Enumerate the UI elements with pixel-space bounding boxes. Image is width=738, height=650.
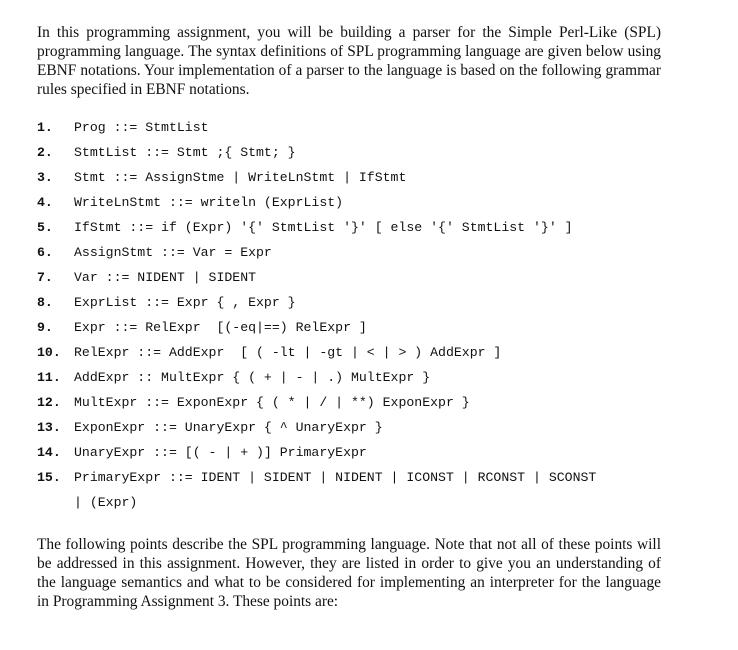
rule-number: 5. <box>37 220 53 235</box>
rule-text: AddExpr :: MultExpr { ( + | - | .) MultExpr } <box>74 370 431 385</box>
intro-paragraph: In this programming assignment, you will be building a parser for the Simple Perl-Like (SPL) programming language. The syntax definitions of SPL programming language are given below using EBNF notations. Your implementation of a parser to the language is based on the following grammar rules specified in EBNF notations. <box>37 24 661 98</box>
grammar-rule <box>37 440 717 465</box>
rule-text: MultExpr ::= ExponExpr { ( * | / | **) ExponExpr } <box>74 395 470 410</box>
grammar-rules-list <box>37 115 717 515</box>
rule-number: 12. <box>37 395 61 410</box>
rule-number: 14. <box>37 445 61 460</box>
rule-text: IfStmt ::= if (Expr) '{' StmtList '}' [ else '{' StmtList '}' ] <box>74 220 573 235</box>
grammar-rule <box>37 465 717 490</box>
rule-text: PrimaryExpr ::= IDENT | SIDENT | NIDENT | ICONST | RCONST | SCONST <box>74 470 597 485</box>
rule-number: 9. <box>37 320 53 335</box>
rule-number: 6. <box>37 245 53 260</box>
rule-number: 11. <box>37 370 61 385</box>
rule-number: 8. <box>37 295 53 310</box>
rule-continuation-text: | (Expr) <box>74 495 138 510</box>
rule-number: 2. <box>37 145 53 160</box>
grammar-rule <box>37 365 717 390</box>
rule-number: 10. <box>37 345 61 360</box>
grammar-rule <box>37 340 717 365</box>
rule-text: WriteLnStmt ::= writeln (ExprList) <box>74 195 344 210</box>
rule-number: 3. <box>37 170 53 185</box>
rule-text: Var ::= NIDENT | SIDENT <box>74 270 257 285</box>
grammar-rule <box>37 215 717 240</box>
grammar-rule <box>37 190 717 215</box>
rule-number: 13. <box>37 420 61 435</box>
closing-paragraph: The following points describe the SPL programming language. Note that not all of these points will be addressed in this assignment. However, they are listed in order to give you an understanding of the language semantics and what to be considered for implementing an interpreter for the language in Programming Assignment 3. These points are: <box>37 536 661 610</box>
grammar-rule <box>37 115 717 140</box>
rule-text: Expr ::= RelExpr [(-eq|==) RelExpr ] <box>74 320 367 335</box>
grammar-rule <box>37 165 717 190</box>
grammar-rule <box>37 240 717 265</box>
rule-number: 15. <box>37 470 61 485</box>
grammar-rule <box>37 315 717 340</box>
rule-text: ExprList ::= Expr { , Expr } <box>74 295 296 310</box>
rule-text: AssignStmt ::= Var = Expr <box>74 245 272 260</box>
grammar-rule-continuation <box>37 490 717 515</box>
grammar-rule <box>37 390 717 415</box>
rule-number: 1. <box>37 120 53 135</box>
rule-text: Stmt ::= AssignStme | WriteLnStmt | IfStmt <box>74 170 407 185</box>
grammar-rule <box>37 290 717 315</box>
grammar-rule <box>37 140 717 165</box>
grammar-rule <box>37 265 717 290</box>
rule-text: StmtList ::= Stmt ;{ Stmt; } <box>74 145 296 160</box>
rule-number: 7. <box>37 270 53 285</box>
rule-text: UnaryExpr ::= [( - | + )] PrimaryExpr <box>74 445 367 460</box>
rule-number: 4. <box>37 195 53 210</box>
rule-text: RelExpr ::= AddExpr [ ( -lt | -gt | < | > ) AddExpr ] <box>74 345 502 360</box>
rule-text: Prog ::= StmtList <box>74 120 209 135</box>
rule-text: ExponExpr ::= UnaryExpr { ^ UnaryExpr } <box>74 420 383 435</box>
grammar-rule <box>37 415 717 440</box>
